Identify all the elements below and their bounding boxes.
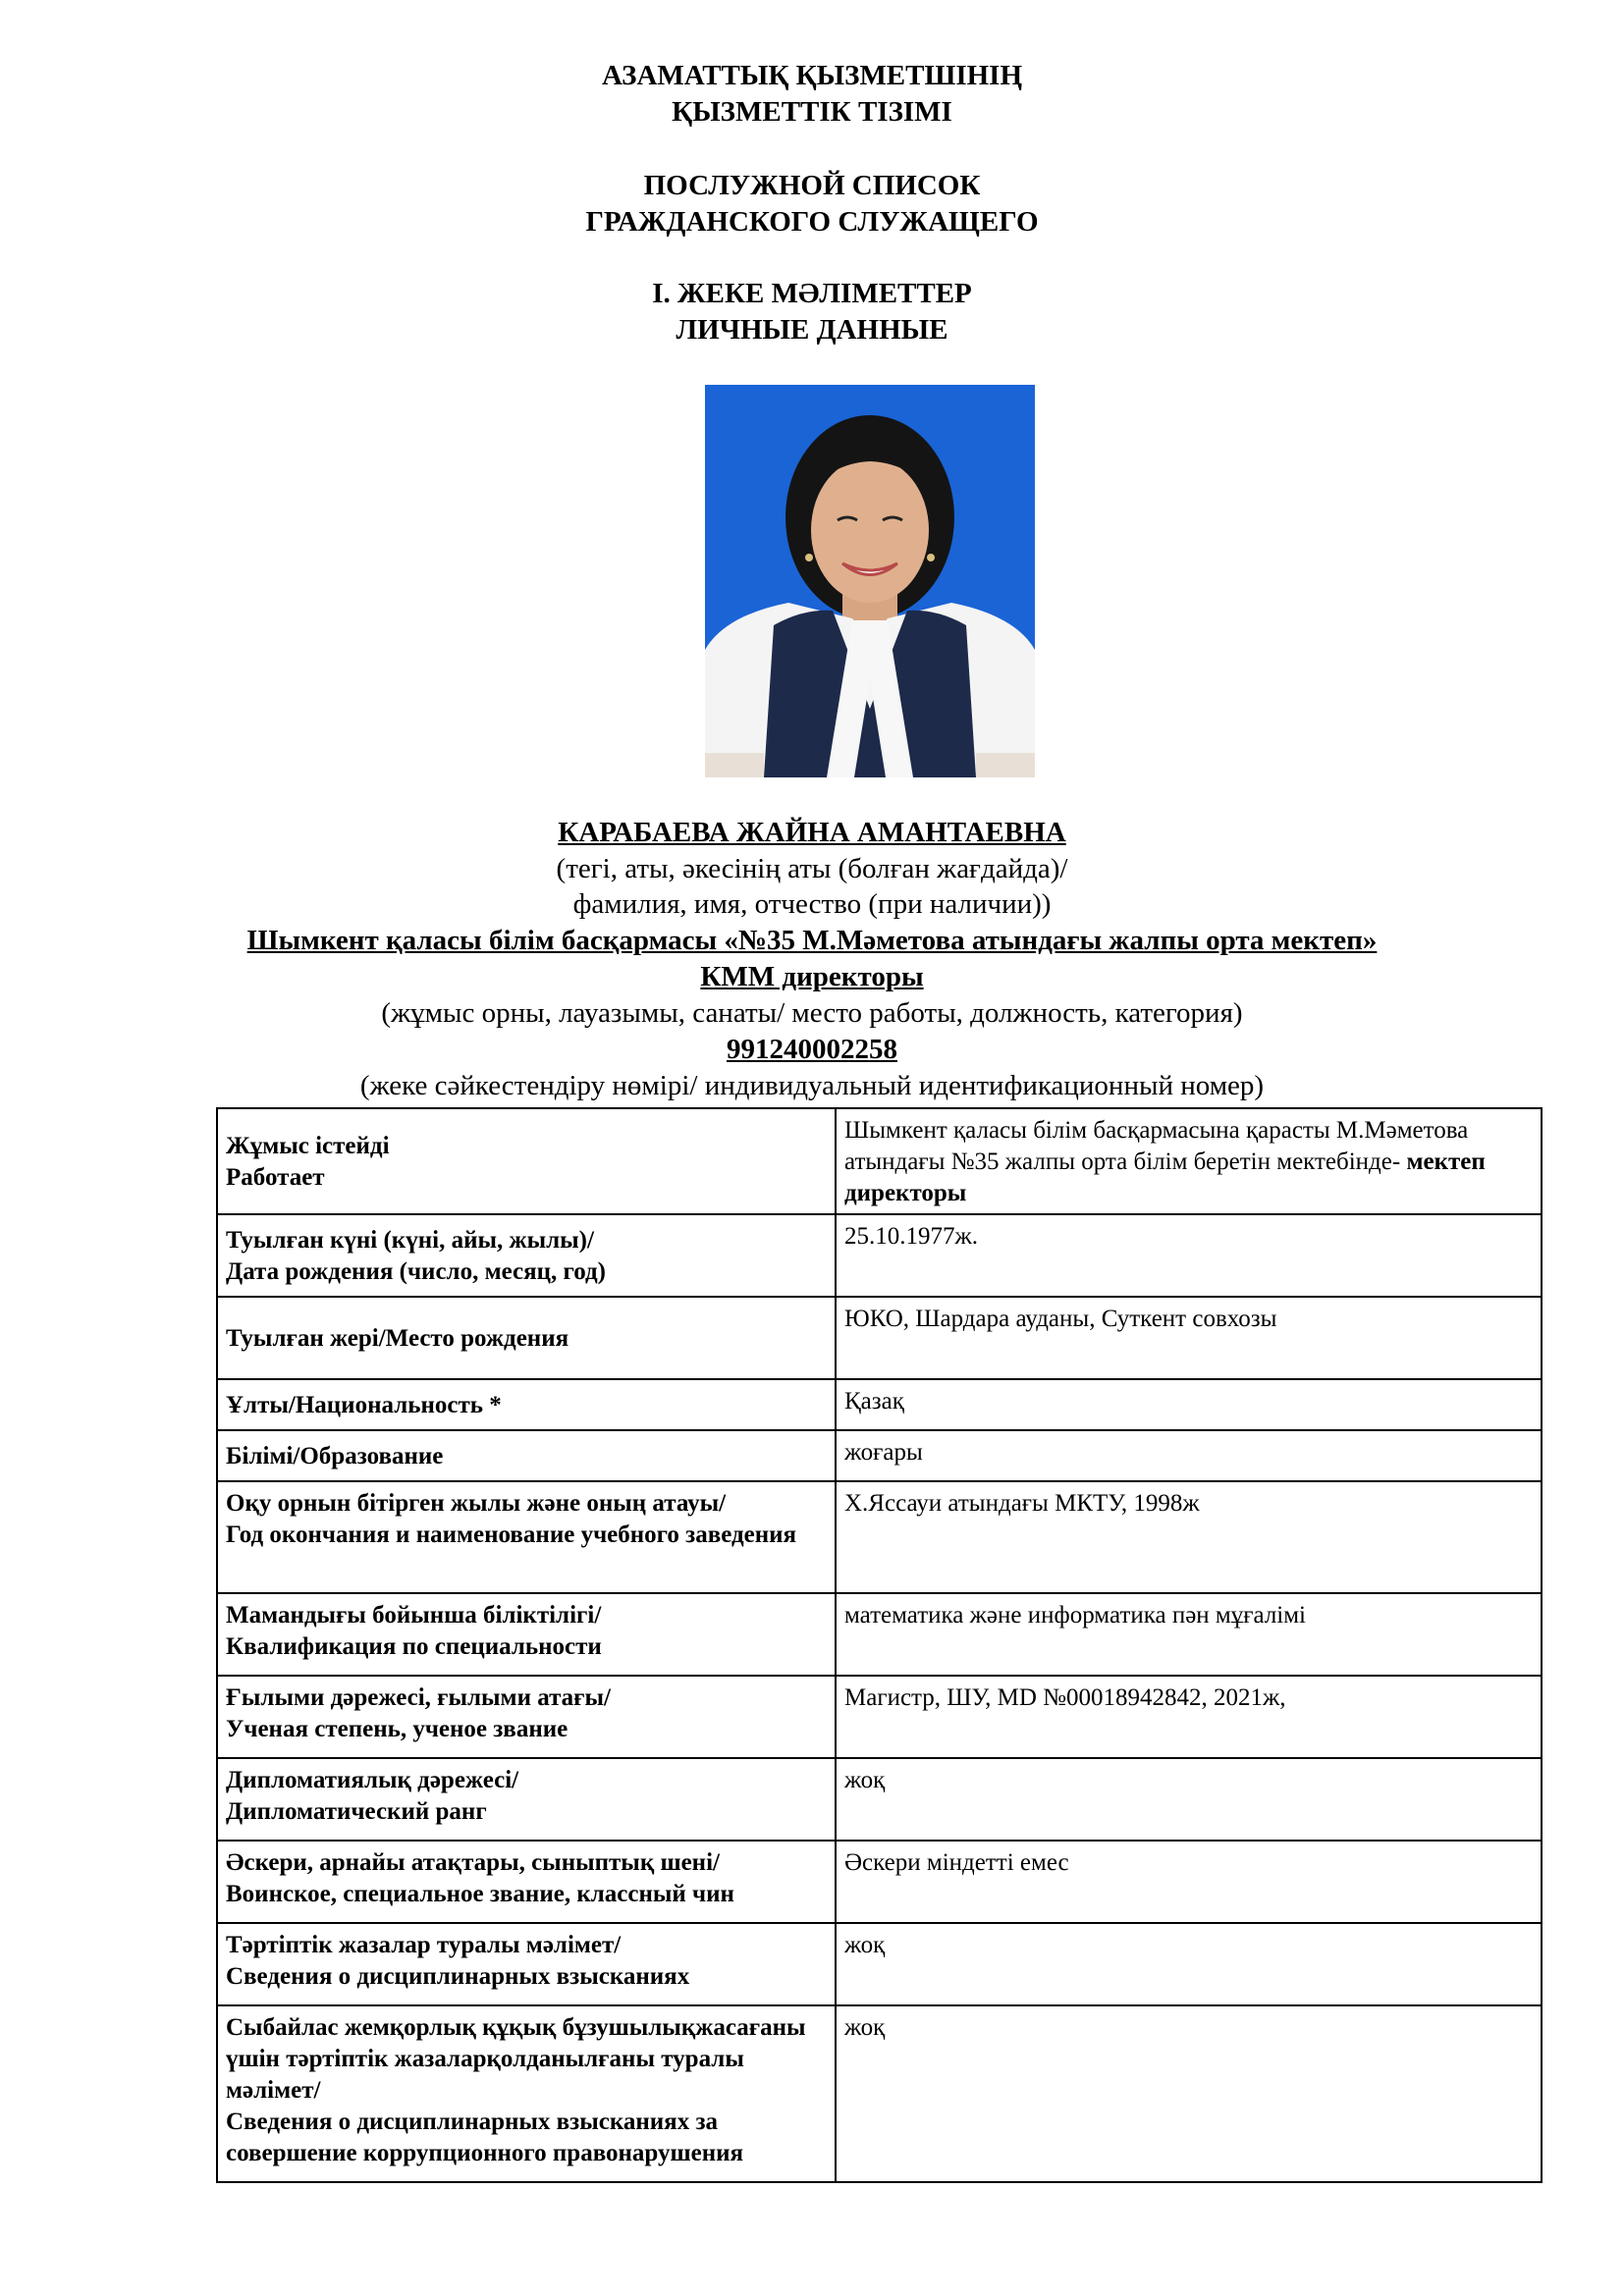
row-label-ru: Дата рождения (число, месяц, год) — [226, 1258, 607, 1285]
table-row — [217, 1108, 1542, 1214]
title-kz-line-1: АЗАМАТТЫҚ ҚЫЗМЕТШІНІҢ — [601, 60, 1023, 91]
name-hint-kz: (тегі, аты, әкесінің аты (болған жағдайда)/ — [556, 853, 1068, 884]
row-label — [217, 1214, 836, 1297]
row-value-text: Шымкент қаласы білім басқармасына қарасты М.Мәметова атындағы №35 жалпы орта білім беретін мектебінде- — [844, 1117, 1469, 1175]
section-heading-ru: ЛИЧНЫЕ ДАННЫЕ — [676, 314, 948, 346]
personal-data-table — [216, 1107, 1543, 2183]
row-label-kz: Оқу орнын бітірген жылы және оның атауы/ — [226, 1490, 727, 1517]
table-row — [217, 1923, 1542, 2005]
row-label-ru: Сведения о дисциплинарных взысканиях за совершение коррупционного правонарушения — [226, 2109, 744, 2166]
table-row — [217, 1841, 1542, 1923]
row-value: жоқ — [836, 1923, 1542, 2005]
row-label-kz: Мамандығы бойынша біліктілігі/ — [226, 1602, 602, 1629]
row-label-ru: Год окончания и наименование учебного заведения — [226, 1522, 797, 1548]
table-row — [217, 1593, 1542, 1676]
row-label-kz: Әскери, арнайы атақтары, сыныптық шені/ — [226, 1849, 720, 1876]
row-label-ru: Работает — [226, 1164, 325, 1191]
row-value: жоқ — [836, 2005, 1542, 2182]
workplace-hint: (жұмыс орны, лауазымы, санаты/ место работы, должность, категория) — [381, 997, 1243, 1029]
row-label — [217, 1676, 836, 1758]
title-ru-line-1: ПОСЛУЖНОЙ СПИСОК — [643, 170, 981, 201]
table-row — [217, 1430, 1542, 1481]
row-label-kz: Туылған жері/Место рождения — [226, 1325, 569, 1352]
row-value-position: мектеп директоры — [844, 1148, 1486, 1206]
row-value: Әскери міндетті емес — [836, 1841, 1542, 1923]
row-label — [217, 1593, 836, 1676]
workplace-line-2 — [0, 959, 1624, 994]
row-label-kz: Тәртіптік жазалар туралы мәлімет/ — [226, 1932, 622, 1958]
section-heading-kz: I. ЖЕКЕ МӘЛІМЕТТЕР — [652, 278, 972, 309]
row-label — [217, 1923, 836, 2005]
row-label-ru: Дипломатический ранг — [226, 1798, 487, 1825]
name-hint-ru: фамилия, имя, отчество (при наличии)) — [572, 888, 1052, 920]
document-title-ru — [0, 168, 1624, 240]
workplace-line-2-text: КММ директоры — [700, 961, 924, 992]
row-value: ЮКО, Шардара ауданы, Суткент совхозы — [836, 1297, 1542, 1379]
row-label-kz: Ғылыми дәрежесі, ғылыми атағы/ — [226, 1684, 611, 1711]
row-label — [217, 1758, 836, 1841]
table-row — [217, 1676, 1542, 1758]
row-value: жоғары — [836, 1430, 1542, 1481]
workplace-line-1-text: Шымкент қаласы білім басқармасы «№35 М.Мәметова атындағы жалпы орта мектеп» — [246, 925, 1378, 956]
row-label — [217, 1841, 836, 1923]
row-value: Х.Яссауи атындағы МКТУ, 1998ж — [836, 1481, 1542, 1593]
document-title-kz — [0, 58, 1624, 131]
row-label-ru: Воинское, специальное звание, классный чин — [226, 1881, 734, 1907]
row-value — [836, 1108, 1542, 1214]
workplace-line-1 — [0, 923, 1624, 958]
table-row — [217, 1758, 1542, 1841]
row-label-kz: Туылған күні (күні, айы, жылы)/ — [226, 1227, 594, 1254]
title-ru-line-2: ГРАЖДАНСКОГО СЛУЖАЩЕГО — [585, 206, 1039, 238]
row-label-ru: Ученая степень, ученое звание — [226, 1716, 568, 1742]
row-label — [217, 1430, 836, 1481]
row-value: математика және информатика пән мұғалімі — [836, 1593, 1542, 1676]
full-name-text: КАРАБАЕВА ЖАЙНА АМАНТАЕВНА — [558, 817, 1066, 848]
row-label-kz: Білімі/Образование — [226, 1443, 444, 1469]
row-label-kz: Ұлты/Национальность * — [226, 1392, 502, 1418]
portrait-photo — [705, 385, 1035, 777]
table-row — [217, 1214, 1542, 1297]
table-row — [217, 1481, 1542, 1593]
table-row — [217, 1297, 1542, 1379]
row-value: жоқ — [836, 1758, 1542, 1841]
table-row — [217, 2005, 1542, 2182]
iin-number — [0, 1032, 1624, 1067]
iin-number-text: 991240002258 — [727, 1034, 897, 1065]
title-kz-line-2: ҚЫЗМЕТТІК ТІЗІМІ — [672, 96, 952, 128]
row-label-ru: Квалификация по специальности — [226, 1633, 602, 1660]
row-label — [217, 2005, 836, 2182]
row-label-kz: Сыбайлас жемқорлық құқық бұзушылықжасағаны үшін тәртіптік жазаларқолданылғаны туралы мәлімет/ — [226, 2014, 806, 2104]
section-heading — [0, 276, 1624, 348]
row-value: Магистр, ШУ, MD №00018942842, 2021ж, — [836, 1676, 1542, 1758]
row-label — [217, 1297, 836, 1379]
iin-hint: (жеке сәйкестендіру нөмірі/ индивидуальный идентификационный номер) — [359, 1070, 1265, 1101]
row-label — [217, 1481, 836, 1593]
person-full-name — [0, 815, 1624, 850]
row-label — [217, 1108, 836, 1214]
row-value: Қазақ — [836, 1379, 1542, 1430]
row-value: 25.10.1977ж. — [836, 1214, 1542, 1297]
row-label-ru: Сведения о дисциплинарных взысканиях — [226, 1963, 690, 1990]
row-label-kz: Дипломатиялық дәрежесі/ — [226, 1767, 519, 1793]
row-label-kz: Жұмыс істейді — [226, 1133, 390, 1159]
row-label — [217, 1379, 836, 1430]
table-row — [217, 1379, 1542, 1430]
